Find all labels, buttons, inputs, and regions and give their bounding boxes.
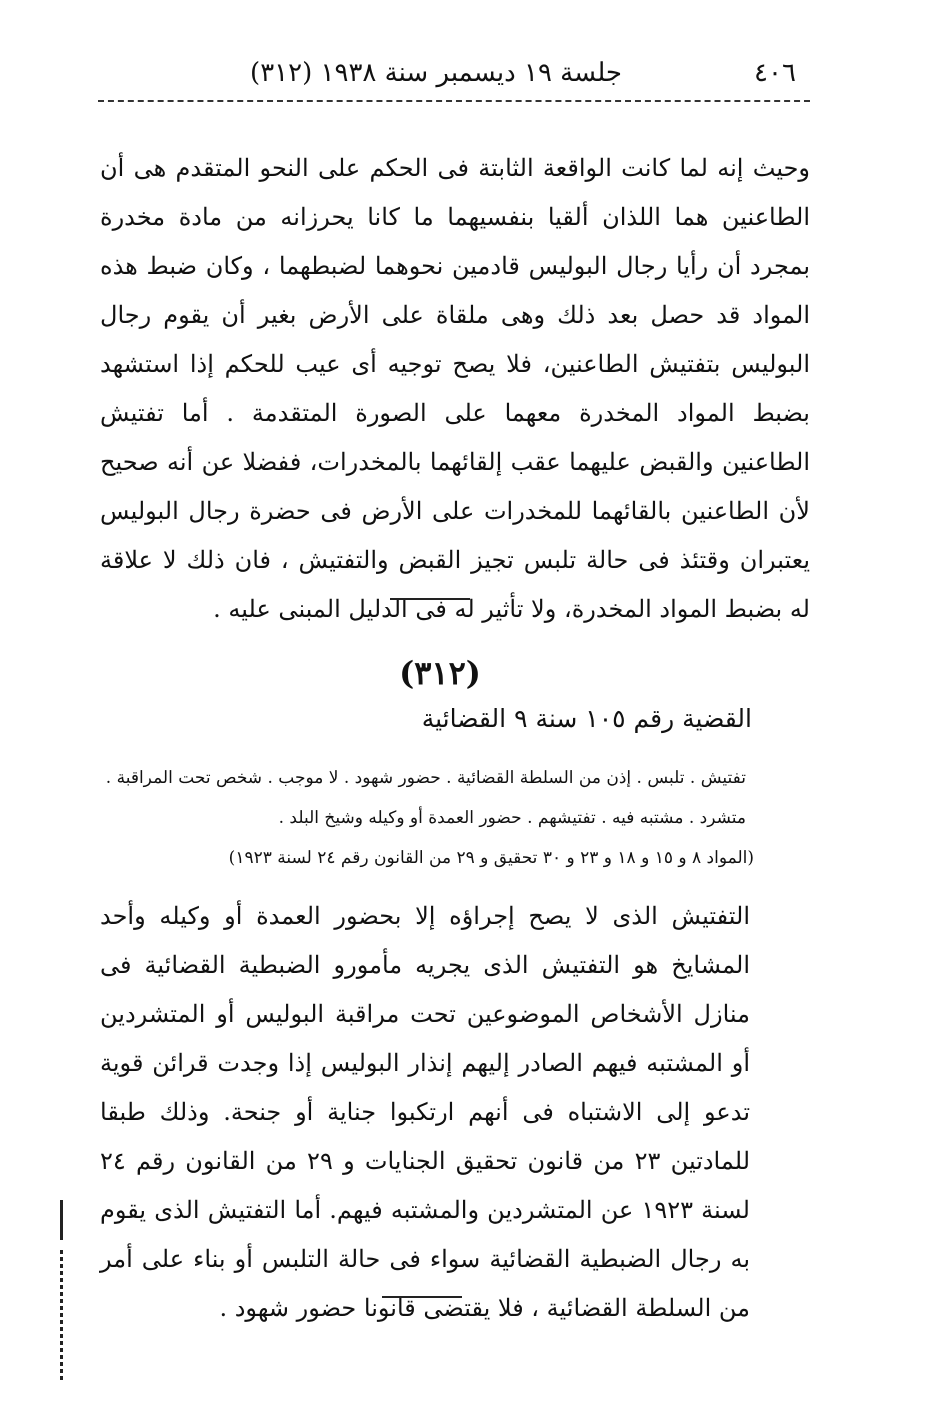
- case-title: القضية رقم ١٠٥ سنة ٩ القضائية: [421, 704, 752, 733]
- binding-mark: [60, 1200, 63, 1240]
- binding-mark: [60, 1250, 63, 1380]
- keywords-line-1: تفتيش . تلبس . إذن من السلطة القضائية . حضور شهود . لا موجب . شخص تحت المراقبة .: [105, 768, 746, 788]
- page-number: ٤٠٦: [754, 58, 796, 88]
- case-keywords: [100, 758, 746, 838]
- statute-citation: (المواد ٨ و ١٥ و ١٨ و ٢٣ و ٣٠ تحقيق و ٢٩ من القانون رقم ٢٤ لسنة ١٩٢٣): [228, 848, 754, 868]
- section-divider: [390, 598, 470, 600]
- header-rule: [98, 100, 810, 102]
- body-paragraph-2: التفتيش الذى لا يصح إجراؤه إلا بحضور العمدة أو وكيله وأحد المشايخ هو التفتيش الذى يجريه مأمورو الضبطية القضائية فى منازل الأشخاص الموضوعين تحت مراقبة البوليس أو المتشردين أو المشتبه فيهم الصادر إليهم إنذار البوليس إذا وجدت قرائن قوية تدعو إلى الاشتباه فى أنهم ارتكبوا جناية أو جنحة. وذلك طبقا للمادتين ٢٣ من قانون تحقيق الجنايات و ٢٩ من القانون رقم ٢٤ لسنة ١٩٢٣ عن المتشردين والمشتبه فيهم. أما التفتيش الذى يقوم به رجال الضبطية القضائية سواء فى حالة التلبس أو بناء على أمر من السلطة القضائية ، فلا يقتضى قانونا حضور شهود .: [100, 902, 751, 1322]
- keywords-line-2: متشرد . مشتبه فيه . تفتيشهم . حضور العمدة أو وكيله وشيخ البلد .: [278, 808, 746, 828]
- running-head: جلسة ١٩ ديسمبر سنة ١٩٣٨ (٣١٢): [250, 58, 622, 88]
- body-paragraph-1: وحيث إنه لما كانت الواقعة الثابتة فى الحكم على النحو المتقدم هى أن الطاعنين هما اللذان ألقيا بنفسيهما ما كانا يحرزانه من مادة مخدرة بمجرد أن رأيا رجال البوليس قادمين نحوهما لضبطهما ، وكان ضبط هذه المواد قد حصل بعد ذلك وهى ملقاة على الأرض بغير أن يقوم رجال البوليس بتفتيش الطاعنين، فلا يصح توجيه أى عيب للحكم إذا استشهد بضبط المواد المخدرة معهما على الصورة المتقدمة . أما تفتيش الطاعنين والقبض عليهما عقب إلقائهما بالمخدرات، ففضلا عن أنه صحيح لأن الطاعنين بالقائهما للمخدرات على الأرض فى حضرة رجال البوليس يعتبران وقتئذ فى حالة تلبس تجيز القبض والتفتيش ، فان ذلك لا علاقة له بضبط المواد المخدرة، ولا تأثير له فى الدليل المبنى عليه .: [100, 154, 811, 623]
- case-number: (٣١٢): [399, 654, 481, 692]
- end-divider: [382, 1296, 462, 1298]
